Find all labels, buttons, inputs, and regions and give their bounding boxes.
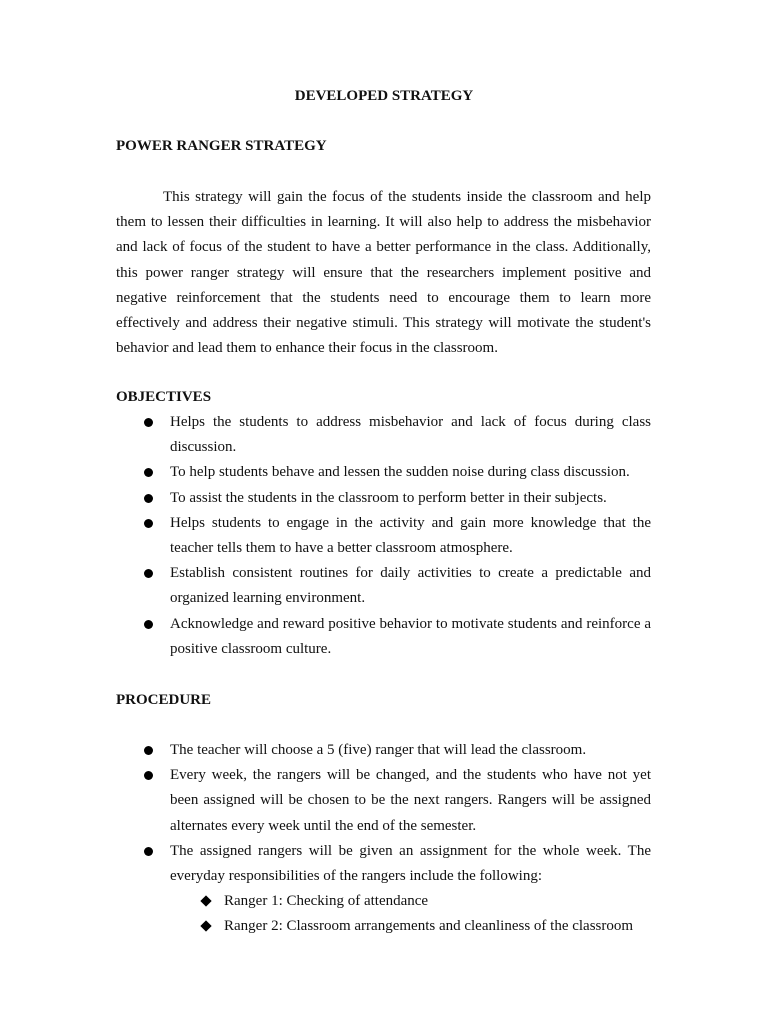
procedure-text: The assigned rangers will be given an assignment for the whole week. The everyday responsibilities of the rangers include the following: [170,842,651,885]
bullet-icon [144,418,153,427]
bullet-icon [144,468,153,477]
list-item [116,612,651,662]
procedure-text: The teacher will choose a 5 (five) ranger that will lead the classroom. [170,742,587,758]
section-heading-power-ranger: POWER RANGER STRATEGY [116,138,327,154]
objective-text: To assist the students in the classroom to perform better in their subjects. [170,489,607,506]
diamond-bullet-icon [200,896,211,907]
intro-paragraph: This strategy will gain the focus of the students inside the classroom and help them to lessen their difficulties in learning. It will also help to address the misbehavior and lack of focus of the student to have a better performance in the class. Additionally, this power ranger strategy will ensure that the researchers implement positive and negative reinforcement that the students need to encourage them to learn more effectively and address their negative stimuli. This strategy will motivate the student's behavior and lead them to enhance their focus in the classroom. [116,189,651,357]
section-heading-procedure: PROCEDURE [116,692,212,708]
objective-text: To help students behave and lessen the sudden noise during class discussion. [170,464,630,481]
bullet-icon [144,771,153,780]
list-item [116,511,651,561]
objectives-list [116,410,651,662]
diamond-bullet-icon [200,921,211,932]
bullet-icon [144,569,153,578]
list-item [116,763,651,839]
bullet-icon [144,494,153,503]
list-item [170,889,651,914]
ranger-duties-list [170,889,651,939]
list-item [116,486,651,511]
list-item [170,914,651,939]
section-heading-objectives: OBJECTIVES [116,389,212,405]
ranger-duty-text: Ranger 1: Checking of attendance [224,893,429,910]
bullet-icon [144,847,153,856]
objective-text: Helps students to engage in the activity and gain more knowledge that the teacher tells them to have a better classroom atmosphere. [170,514,651,557]
procedure-text: Every week, the rangers will be changed, and the students who have not yet been assigned will be chosen to be the next rangers. Rangers will be assigned alternates every week until the end of the semester. [170,767,651,834]
objective-text: Helps the students to address misbehavior and lack of focus during class discussion. [170,414,651,456]
objective-text: Establish consistent routines for daily activities to create a predictable and organized learning environment. [170,565,651,607]
ranger-duty-text: Ranger 2: Classroom arrangements and cleanliness of the classroom [224,918,634,935]
list-item [116,561,651,611]
bullet-icon [144,519,153,528]
bullet-icon [144,620,153,629]
list-item [116,738,651,763]
bullet-icon [144,746,153,755]
document-title: DEVELOPED STRATEGY [294,88,474,104]
list-item [116,410,651,460]
list-item [116,460,651,485]
procedure-list [116,738,651,940]
list-item [116,839,651,940]
objective-text: Acknowledge and reward positive behavior to motivate students and reinforce a positive classroom culture. [170,615,651,657]
